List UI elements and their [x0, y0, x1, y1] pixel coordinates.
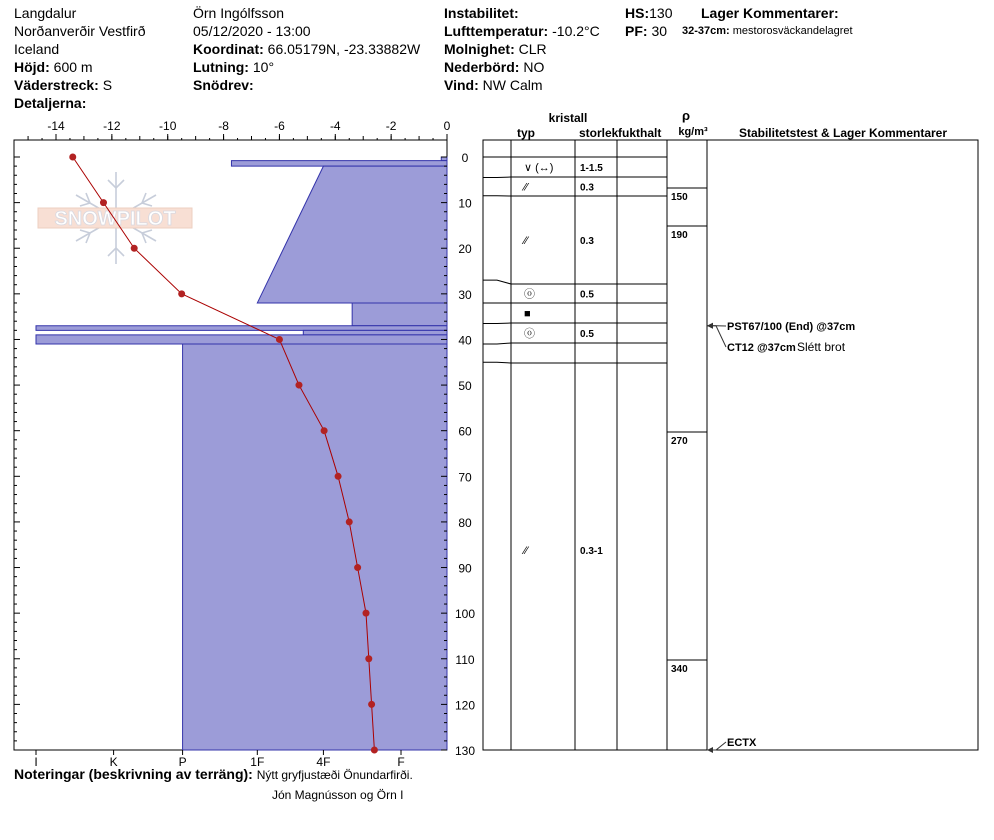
datetime: 05/12/2020 - 13:00	[193, 23, 311, 39]
layer-type-1: ⁄⁄	[524, 181, 528, 194]
stability-test-connector-1	[707, 326, 726, 347]
temperature-point-3	[178, 290, 185, 297]
stability-test-label-2: ECTX	[727, 737, 757, 749]
layer-type-7: ⁄⁄	[524, 544, 528, 557]
temperature-point-8	[346, 518, 353, 525]
temp-tick-label-5: -4	[329, 119, 341, 133]
depth-tick-label-11: 110	[455, 652, 475, 667]
temperature-point-5	[295, 382, 302, 389]
temperature-point-9	[354, 564, 361, 571]
col-density-label-top: ρ	[681, 108, 691, 123]
layer-size-1: 0.3	[580, 182, 594, 194]
temp-tick-label-2: -10	[159, 119, 177, 133]
stability-test-label-1: CT12 @37cm	[727, 342, 796, 354]
wind: Vind: NW Calm	[444, 77, 543, 93]
temp-tick-label-4: -6	[274, 119, 285, 133]
layer-type-3: ⓞ	[524, 288, 535, 301]
hardness-tick-label-0: I	[34, 755, 38, 769]
temperature-point-6	[321, 427, 328, 434]
hardness-layer-2	[257, 166, 447, 303]
layer-type-0: ∨ (↔)	[524, 162, 554, 174]
layer-size-7: 0.3-1	[580, 545, 603, 557]
country: Iceland	[14, 41, 60, 57]
stability-test-extra-1: Slétt brot	[797, 340, 846, 354]
layer-size-5: 0.5	[580, 329, 594, 340]
density-value-0: 150	[671, 192, 688, 203]
layer-type-5: ⓞ	[524, 328, 535, 340]
precipitation: Nederbörd: NO	[444, 59, 545, 75]
hardness-layers	[36, 157, 447, 750]
layer-size-0: 1-1.5	[580, 163, 603, 174]
layer-connector-3	[483, 280, 511, 284]
snow-drift: Snödrev:	[193, 77, 254, 93]
depth-tick-label-13: 130	[454, 744, 476, 758]
col-crystal-label: kristall	[548, 111, 588, 125]
hardness-layer-4	[36, 326, 447, 331]
temperature-point-4	[276, 336, 283, 343]
layer-type-4: ■	[524, 308, 531, 320]
hardness-layer-6	[36, 335, 447, 344]
depth-tick-label-2: 20	[458, 242, 472, 257]
layer-comments-label: Lager Kommentarer:	[701, 5, 839, 21]
depth-tick-label-6: 60	[458, 424, 472, 439]
temp-tick-label-0: -14	[47, 119, 65, 133]
density-value-2: 270	[671, 436, 688, 447]
col-size-label: storlek	[579, 126, 619, 140]
authors: Jón Magnússon og Örn I	[272, 788, 404, 802]
hardness-tick-label-1: K	[109, 755, 118, 769]
notes-text: Nýtt gryfjustæði Önundarfirði.	[256, 768, 413, 782]
depth-tick-label-12: 120	[454, 698, 476, 713]
aspect: Väderstreck: S	[14, 77, 113, 93]
stability-tests	[707, 321, 855, 753]
region: Norðanverðir Vestfirð	[14, 23, 146, 39]
hardness-tick-label-5: F	[397, 755, 405, 769]
col-density-label-bottom: kg/m³	[678, 126, 708, 138]
density-value-3: 340	[671, 664, 688, 675]
layer-connector-1	[483, 177, 511, 178]
depth-tick-label-7: 70	[458, 470, 472, 485]
instability: Instabilitet:	[444, 5, 519, 21]
depth-tick-label-5: 50	[458, 379, 472, 394]
temperature-point-11	[365, 655, 372, 662]
hardness-layer-7	[183, 344, 447, 750]
hardness-layer-3	[352, 303, 447, 326]
depth-tick-label-1: 10	[458, 196, 472, 211]
temp-tick-label-1: -12	[103, 119, 121, 133]
snow-height: HS:130	[625, 5, 673, 21]
layer-comment: 32-37cm: mestorosväckandelagret	[682, 25, 853, 37]
depth-tick-label-9: 90	[458, 561, 472, 576]
notes-label: Noteringar (beskrivning av terräng):	[14, 766, 253, 782]
col-type-label: typ	[517, 126, 535, 140]
stability-test-label-0: PST67/100 (End) @37cm	[727, 321, 856, 333]
depth-tick-label-3: 30	[458, 287, 472, 302]
layer-connector-7	[483, 362, 511, 363]
hardness-layer-1	[231, 161, 447, 166]
elevation: Höjd: 600 m	[14, 59, 93, 75]
air-temperature: Lufttemperatur: -10.2°C	[444, 23, 600, 39]
notes	[14, 766, 413, 782]
coordinates: Koordinat: 66.05179N, -23.33882W	[193, 41, 421, 57]
temperature-point-7	[335, 473, 342, 480]
col-moisture-label: fukthalt	[618, 126, 662, 140]
slope: Lutning: 10°	[193, 59, 275, 75]
temperature-point-1	[100, 199, 107, 206]
depth-tick-label-0: 0	[461, 151, 469, 165]
sky-cover: Molnighet: CLR	[444, 41, 547, 57]
observer: Örn Ingólfsson	[193, 5, 285, 21]
hardness-layer-0	[441, 157, 447, 161]
temp-tick-label-6: -2	[385, 119, 397, 133]
stability-test-arrow-1	[707, 323, 713, 329]
col-stability-label: Stabilitetstest & Lager Kommentarer	[738, 126, 948, 140]
temperature-axis	[28, 119, 451, 140]
layer-size-2: 0.3	[580, 236, 594, 247]
depth-tick-label-4: 40	[458, 333, 472, 348]
temperature-point-12	[368, 701, 375, 708]
hardness-layer-5	[303, 330, 447, 335]
depth-tick-label-8: 80	[458, 515, 472, 530]
location: Langdalur	[14, 5, 77, 21]
layer-size-3: 0.5	[580, 289, 594, 301]
details: Detaljerna:	[14, 95, 87, 111]
stratigraphy-table	[483, 108, 978, 753]
density-rows	[667, 188, 707, 675]
temp-tick-label-7: 0	[443, 119, 451, 133]
layer-type-2: ⁄⁄	[524, 235, 528, 247]
stability-test-arrow-2	[707, 747, 713, 753]
hardness-tick-label-2: P	[178, 755, 187, 769]
hardness-tick-label-4: 4F	[316, 755, 331, 769]
watermark-text: SNOWPILOT	[54, 208, 176, 230]
temperature-point-13	[371, 747, 378, 754]
penetration-foot: PF: 30	[625, 23, 668, 39]
temperature-point-10	[363, 610, 370, 617]
depth-tick-label-10: 100	[454, 607, 476, 622]
hardness-tick-label-3: 1F	[250, 755, 265, 769]
density-value-1: 190	[671, 230, 688, 241]
layer-connector-6	[483, 343, 511, 344]
snowpilot-watermark	[38, 172, 192, 264]
temperature-point-2	[131, 245, 138, 252]
temperature-point-0	[69, 154, 76, 161]
temp-tick-label-3: -8	[218, 119, 229, 133]
